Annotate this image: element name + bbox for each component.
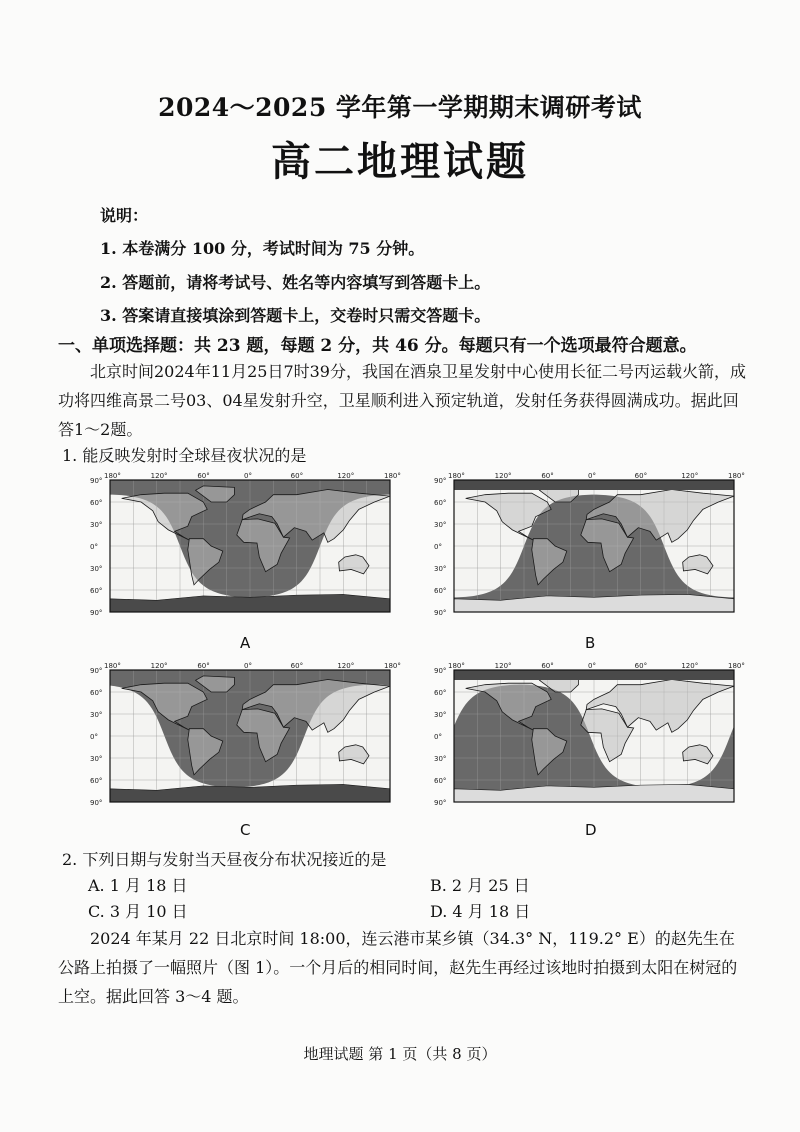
exam-title: 2024～2025 学年第一学期期末调研考试 xyxy=(158,93,642,122)
lat-tick-label: 90° xyxy=(90,477,103,485)
lat-tick-label: 60° xyxy=(90,777,103,785)
option-a: A. 1 月 18 日 xyxy=(88,876,188,895)
lon-tick-label: 180° xyxy=(104,472,121,480)
lat-tick-label: 60° xyxy=(434,689,447,697)
lon-tick-label: 0° xyxy=(588,662,596,670)
lat-tick-label: 0° xyxy=(90,543,98,551)
lat-tick-label: 30° xyxy=(90,755,103,763)
lon-tick-label: 60° xyxy=(197,662,210,670)
lat-tick-label: 30° xyxy=(90,711,103,719)
map-option-b xyxy=(432,470,745,620)
lat-tick-label: 60° xyxy=(90,689,103,697)
note-item: 2. 答题前，请将考试号、姓名等内容填写到答题卡上。 xyxy=(100,273,491,292)
lon-tick-label: 0° xyxy=(244,662,252,670)
lon-tick-label: 180° xyxy=(728,662,745,670)
subject-title: 高二地理试题 xyxy=(271,138,529,185)
lon-tick-label: 60° xyxy=(634,472,648,480)
lat-tick-label: 90° xyxy=(434,477,447,485)
map-option-d xyxy=(432,660,745,810)
lon-tick-label: 60° xyxy=(290,472,304,480)
lat-tick-label: 30° xyxy=(434,755,447,763)
lat-tick-label: 30° xyxy=(90,521,103,529)
map-option-c xyxy=(88,660,401,810)
map-option-a xyxy=(88,470,401,620)
lon-tick-label: 120° xyxy=(150,662,168,670)
lat-tick-label: 60° xyxy=(434,777,447,785)
lat-tick-label: 60° xyxy=(434,499,447,507)
lat-tick-label: 60° xyxy=(90,499,103,507)
lon-tick-label: 60° xyxy=(541,472,554,480)
lon-tick-label: 0° xyxy=(244,472,252,480)
map-label-d: D xyxy=(585,821,597,839)
lon-tick-label: 120° xyxy=(150,472,168,480)
lat-tick-label: 60° xyxy=(90,587,103,595)
note-item: 3. 答案请直接填涂到答题卡上，交卷时只需交答题卡。 xyxy=(100,306,491,325)
lat-tick-label: 90° xyxy=(90,609,103,617)
lat-tick-label: 90° xyxy=(434,609,447,617)
lat-tick-label: 60° xyxy=(434,587,447,595)
lon-tick-label: 60° xyxy=(290,662,304,670)
polar-night-strip xyxy=(110,792,390,802)
lon-tick-label: 0° xyxy=(588,472,596,480)
option-d: D. 4 月 18 日 xyxy=(430,902,531,921)
lat-tick-label: 90° xyxy=(434,667,447,675)
lon-tick-label: 60° xyxy=(634,662,648,670)
lat-tick-label: 30° xyxy=(90,565,103,573)
section-heading: 一、单项选择题：共 23 题，每题 2 分，共 46 分。每题只有一个选项最符合题意。 xyxy=(58,336,697,356)
lon-tick-label: 180° xyxy=(448,472,465,480)
lon-tick-label: 60° xyxy=(197,472,210,480)
notes-heading: 说明： xyxy=(100,206,149,225)
lon-tick-label: 180° xyxy=(104,662,121,670)
polar-night-strip xyxy=(454,480,734,490)
lon-tick-label: 120° xyxy=(494,662,512,670)
lon-tick-label: 120° xyxy=(337,472,355,480)
page-footer: 地理试题 第 1 页（共 8 页） xyxy=(303,1045,497,1063)
lat-tick-label: 90° xyxy=(90,799,103,807)
lat-tick-label: 90° xyxy=(90,667,103,675)
polar-night-strip xyxy=(454,670,734,680)
lat-tick-label: 0° xyxy=(434,543,442,551)
lat-tick-label: 30° xyxy=(434,521,447,529)
lat-tick-label: 0° xyxy=(434,733,442,741)
lon-tick-label: 180° xyxy=(728,472,745,480)
option-c: C. 3 月 10 日 xyxy=(88,902,188,921)
map-label-c: C xyxy=(240,821,251,839)
option-b: B. 2 月 25 日 xyxy=(430,876,530,895)
lon-tick-label: 180° xyxy=(384,662,401,670)
lon-tick-label: 120° xyxy=(494,472,512,480)
question-2-stem: 2. 下列日期与发射当天昼夜分布状况接近的是 xyxy=(62,850,387,869)
lat-tick-label: 90° xyxy=(434,799,447,807)
map-label-a: A xyxy=(240,634,251,652)
polar-night-strip xyxy=(110,602,390,612)
note-item: 1. 本卷满分 100 分，考试时间为 75 分钟。 xyxy=(100,239,425,258)
lat-tick-label: 0° xyxy=(90,733,98,741)
lat-tick-label: 30° xyxy=(434,565,447,573)
passage-intro: 北京时间2024年11月25日7时39分，我国在酒泉卫星发射中心使用长征二号丙运载火箭，成功将四维高景二号03、04星发射升空，卫星顺利进入预定轨道，发射任务获得圆满成功。据此回答1～2题。 xyxy=(58,362,746,439)
passage-two: 2024 年某月 22 日北京时间 18:00，连云港市某乡镇（34.3° N，119.2° E）的赵先生在公路上拍摄了一幅照片（图 1）。一个月后的相同时间，赵先生再经过该地时拍摄到太阳在树冠的上空。据此回答 3～4 题。 xyxy=(58,929,738,1006)
lon-tick-label: 120° xyxy=(681,472,699,480)
lat-tick-label: 30° xyxy=(434,711,447,719)
lon-tick-label: 120° xyxy=(681,662,699,670)
question-1-stem: 1. 能反映发射时全球昼夜状况的是 xyxy=(62,446,307,465)
lon-tick-label: 180° xyxy=(384,472,401,480)
map-label-b: B xyxy=(585,634,596,652)
lon-tick-label: 120° xyxy=(337,662,355,670)
lon-tick-label: 60° xyxy=(541,662,554,670)
lon-tick-label: 180° xyxy=(448,662,465,670)
